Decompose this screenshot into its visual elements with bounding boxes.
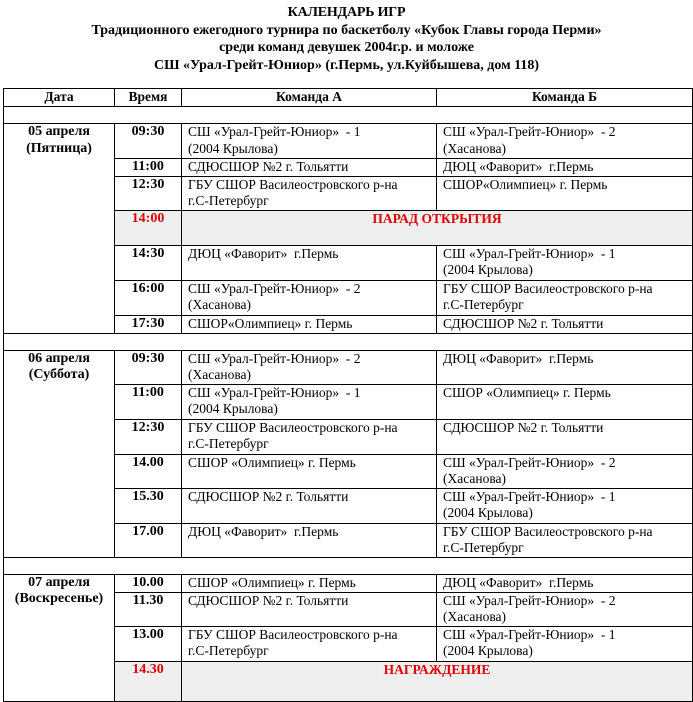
- team-name: СДЮСШОР №2 г. Тольятти: [188, 488, 349, 504]
- team-b-cell: [437, 523, 693, 557]
- team-name: СШОР«Олимпиец» г. Пермь: [443, 176, 608, 192]
- team-name: ДЮЦ «Фаворит» г.Пермь: [188, 523, 339, 539]
- team-name: СШ «Урал-Грейт-Юниор» - 2: [443, 454, 616, 470]
- team-detail: (2004 Крылова): [443, 505, 533, 520]
- team-name: СШ «Урал-Грейт-Юниор» - 2: [443, 592, 616, 608]
- date-cell: [4, 124, 115, 334]
- team-detail: г.С-Петербург: [443, 540, 524, 555]
- team-a-cell: [182, 176, 437, 210]
- team-a-cell: [182, 574, 437, 592]
- team-detail: (Хасанова): [443, 140, 507, 156]
- time-cell: 10.00: [115, 574, 182, 592]
- team-name: СШОР «Олимпиец» г. Пермь: [188, 574, 356, 590]
- team-b-cell: [437, 419, 693, 454]
- document-title: КАЛЕНДАРЬ ИГР: [287, 5, 406, 20]
- team-detail: г.С-Петербург: [188, 436, 269, 451]
- team-name: СШ «Урал-Грейт-Юниор» - 2: [443, 124, 616, 139]
- team-detail: г.С-Петербург: [188, 643, 269, 658]
- team-b-cell: [437, 315, 693, 333]
- team-name: СДЮСШОР №2 г. Тольятти: [443, 315, 604, 331]
- tournament-venue: СШ «Урал-Грейт-Юниор» (г.Пермь, ул.Куйбышева, дом 118): [153, 57, 540, 73]
- team-name: ГБУ СШОР Василеостровского р-на: [443, 280, 653, 296]
- team-a-cell: [182, 488, 437, 523]
- team-detail: (Хасанова): [443, 609, 507, 624]
- time-cell: 11:00: [115, 159, 182, 177]
- time-cell: 17.00: [115, 523, 182, 557]
- team-name: ДЮЦ «Фаворит» г.Пермь: [188, 245, 339, 261]
- team-detail: (2004 Крылова): [443, 643, 533, 658]
- column-header-team-a: Команда А: [182, 89, 437, 107]
- team-name: ГБУ СШОР Василеостровского р-на: [188, 419, 398, 435]
- event-label: НАГРАЖДЕНИЕ: [182, 661, 693, 701]
- team-detail: г.С-Петербург: [443, 297, 524, 312]
- time-cell: 13.00: [115, 626, 182, 661]
- team-b-cell: [437, 159, 693, 177]
- team-a-cell: [182, 280, 437, 315]
- team-name: СШОР «Олимпиец» г. Пермь: [188, 454, 356, 470]
- team-a-cell: [182, 592, 437, 626]
- tournament-name: Традиционного ежегодного турнира по баскетболу «Кубок Главы города Перми»: [91, 22, 602, 38]
- team-name: СШ «Урал-Грейт-Юниор» - 1: [443, 626, 616, 642]
- time-cell: 14.00: [115, 454, 182, 488]
- team-b-cell: [437, 626, 693, 661]
- date-label: 05 апреля: [28, 124, 90, 139]
- team-a-cell: [182, 523, 437, 557]
- team-name: СШОР «Олимпиец» г. Пермь: [443, 384, 611, 400]
- team-name: СШ «Урал-Грейт-Юниор» - 1: [443, 245, 616, 261]
- date-cell: [4, 350, 115, 557]
- time-cell: 14:00: [115, 210, 182, 245]
- team-detail: (Хасанова): [188, 367, 252, 382]
- document-header: [0, 4, 693, 74]
- team-name: СШ «Урал-Грейт-Юниор» - 1: [188, 384, 361, 400]
- team-b-cell: [437, 592, 693, 626]
- date-cell: [4, 574, 115, 701]
- date-label: 06 апреля: [28, 350, 90, 366]
- time-cell: 11.30: [115, 592, 182, 626]
- column-header-date: Дата: [4, 89, 115, 107]
- team-name: СШ «Урал-Грейт-Юниор» - 1: [188, 124, 361, 139]
- weekday-label: (Суббота): [28, 367, 90, 382]
- spacer-cell: [4, 107, 693, 124]
- schedule-table: [3, 88, 693, 702]
- team-b-cell: [437, 574, 693, 592]
- team-detail: (2004 Крылова): [188, 401, 278, 416]
- spacer-row: [4, 333, 693, 350]
- column-header-time: Время: [115, 89, 182, 107]
- column-header-team-b: Команда Б: [437, 89, 693, 107]
- team-detail: (2004 Крылова): [443, 262, 533, 277]
- team-name: ГБУ СШОР Василеостровского р-на: [443, 523, 653, 539]
- time-cell: 15.30: [115, 488, 182, 523]
- team-b-cell: [437, 384, 693, 419]
- team-b-cell: [437, 350, 693, 384]
- table-header-row: [4, 89, 693, 107]
- team-detail: (2004 Крылова): [188, 140, 278, 156]
- team-name: СШОР«Олимпиец» г. Пермь: [188, 315, 353, 331]
- team-a-cell: [182, 350, 437, 384]
- spacer-cell: [4, 333, 693, 350]
- time-cell: 11:00: [115, 384, 182, 419]
- time-cell: 14:30: [115, 245, 182, 280]
- team-name: ДЮЦ «Фаворит» г.Пермь: [443, 159, 594, 174]
- team-a-cell: [182, 245, 437, 280]
- weekday-label: (Пятница): [26, 140, 92, 156]
- team-a-cell: [182, 124, 437, 159]
- time-cell: 09:30: [115, 124, 182, 159]
- team-name: ДЮЦ «Фаворит» г.Пермь: [443, 350, 594, 366]
- match-row: [4, 350, 693, 384]
- team-name: СДЮСШОР №2 г. Тольятти: [188, 159, 349, 174]
- team-name: ДЮЦ «Фаворит» г.Пермь: [443, 574, 594, 590]
- team-a-cell: [182, 454, 437, 488]
- event-label: ПАРАД ОТКРЫТИЯ: [182, 210, 693, 245]
- spacer-cell: [4, 557, 693, 574]
- team-name: ГБУ СШОР Василеостровского р-на: [188, 626, 398, 642]
- team-name: СШ «Урал-Грейт-Юниор» - 2: [188, 350, 361, 366]
- team-b-cell: [437, 280, 693, 315]
- match-row: [4, 574, 693, 592]
- team-name: СДЮСШОР №2 г. Тольятти: [443, 419, 604, 435]
- time-cell: 17:30: [115, 315, 182, 333]
- team-detail: (Хасанова): [443, 471, 507, 486]
- weekday-label: (Воскресенье): [14, 591, 104, 606]
- team-detail: (Хасанова): [188, 297, 252, 312]
- team-name: ГБУ СШОР Василеостровского р-на: [188, 176, 398, 192]
- time-cell: 09:30: [115, 350, 182, 384]
- team-name: СДЮСШОР №2 г. Тольятти: [188, 592, 349, 608]
- match-row: [4, 124, 693, 159]
- time-cell: 12:30: [115, 176, 182, 210]
- team-b-cell: [437, 176, 693, 210]
- date-label: 07 апреля: [28, 574, 90, 590]
- team-b-cell: [437, 488, 693, 523]
- spacer-row: [4, 557, 693, 574]
- team-detail: г.С-Петербург: [188, 193, 269, 208]
- team-a-cell: [182, 419, 437, 454]
- team-name: СШ «Урал-Грейт-Юниор» - 2: [188, 280, 361, 296]
- team-b-cell: [437, 245, 693, 280]
- team-b-cell: [437, 454, 693, 488]
- team-name: СШ «Урал-Грейт-Юниор» - 1: [443, 488, 616, 504]
- spacer-row: [4, 107, 693, 124]
- team-a-cell: [182, 384, 437, 419]
- team-a-cell: [182, 626, 437, 661]
- schedule-body: [4, 107, 693, 702]
- time-cell: 12:30: [115, 419, 182, 454]
- time-cell: 14.30: [115, 661, 182, 701]
- time-cell: 16:00: [115, 280, 182, 315]
- team-a-cell: [182, 159, 437, 177]
- tournament-category: среди команд девушек 2004г.р. и моложе: [219, 40, 474, 55]
- team-a-cell: [182, 315, 437, 333]
- team-b-cell: [437, 124, 693, 159]
